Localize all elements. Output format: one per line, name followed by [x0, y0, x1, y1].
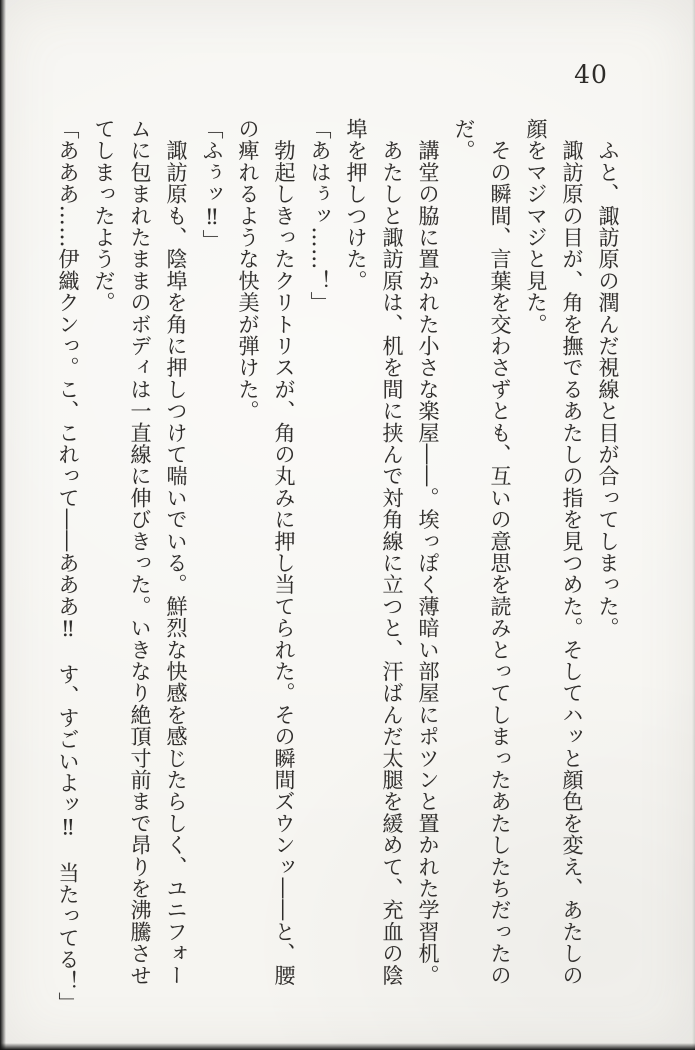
text-line: 「ふぅッ‼」: [200, 118, 224, 252]
text-line: 諏訪原の目が、角を撫でるあたしの指を見つめた。そしてハッと顔色を変え、あたしの: [560, 118, 584, 986]
page-number: 40: [574, 60, 608, 89]
text-line: 「あああ……伊織クンっ。こ、これって――あああ‼ す、すごいよッ‼ 当たってる！」: [56, 118, 80, 1014]
text-line: 諏訪原も、陰埠を角に押しつけて喘いでいる。鮮烈な快感を感じたらしく、ユニフォー: [164, 118, 188, 986]
text-line: てしまったようだ。: [92, 118, 116, 314]
text-line: その瞬間、言葉を交わさずとも、互いの意思を読みとってしまったあたしたちだったの: [488, 118, 512, 986]
text-line: 講堂の脇に置かれた小さな楽屋――。埃っぽく薄暗い部屋にポツンと置かれた学習机。: [416, 118, 440, 986]
text-line: あたしと諏訪原は、机を間に挟んで対角線に立つと、汗ばんだ太腿を緩めて、充血の陰: [380, 118, 404, 986]
text-line: 顔をマジマジと見た。: [524, 118, 548, 335]
text-line: 埠を押しつけた。: [344, 118, 368, 292]
text-line: 「あはぅッ……！」: [308, 118, 332, 314]
text-line: だ。: [452, 118, 476, 162]
text-line: ふと、諏訪原の潤んだ視線と目が合ってしまった。: [596, 118, 620, 639]
text-line: の痺れるような快美が弾けた。: [236, 118, 260, 422]
text-line: 勃起しきったクリトリスが、角の丸みに押し当てられた。その瞬間ズウンッ――と、腰: [272, 118, 296, 986]
vertical-text-block: [48, 118, 626, 1050]
text-line: ムに包まれたままのボディは一直線に伸びきった。いきなり絶頂寸前まで昂りを沸騰させ: [128, 118, 152, 986]
left-scan-edge: [0, 0, 6, 1050]
